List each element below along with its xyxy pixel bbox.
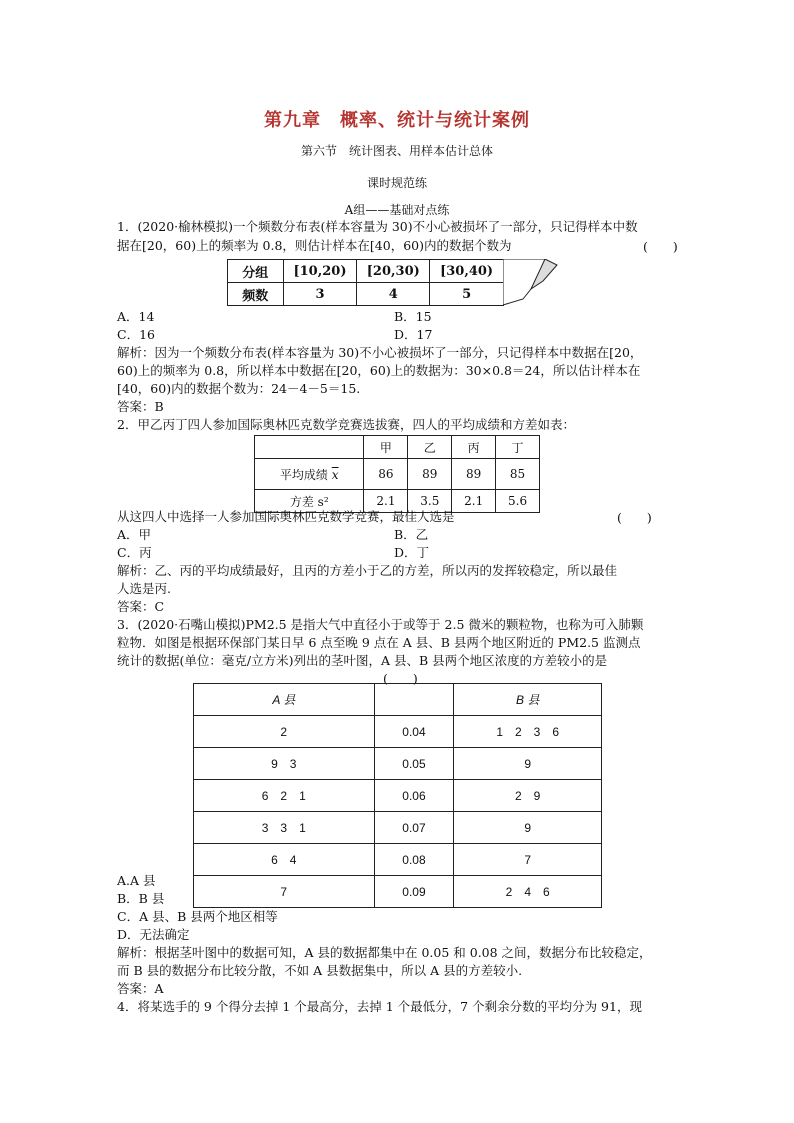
table-row bbox=[194, 748, 602, 780]
table-cell: 0.06 bbox=[374, 780, 454, 812]
table-cell: 2 4 6 bbox=[454, 876, 602, 908]
table-cell: 0.08 bbox=[374, 844, 454, 876]
table-cell: 89 bbox=[408, 459, 452, 490]
table-cell: 0.05 bbox=[374, 748, 454, 780]
q1-analysis-line-2: 60)上的频率为 0.8，所以样本中数据在[20，60)上的数据为：30×0.8＝24，所以估计样本在 bbox=[117, 363, 641, 378]
q1-answer: 答案：B bbox=[117, 399, 164, 414]
table-row bbox=[194, 684, 602, 716]
table-cell: [10,20) bbox=[283, 260, 357, 283]
q1-stem-line-1: 1．(2020·榆林模拟)一个频数分布表(样本容量为 30)不小心被损坏了一部分，只记得样本中数 bbox=[117, 219, 638, 234]
q3-analysis-line-1: 解析：根据茎叶图中的数据可知，A 县的数据都集中在 0.05 和 0.08 之间，数据分布比较稳定， bbox=[117, 945, 652, 960]
table-cell: 3 3 1 bbox=[194, 812, 375, 844]
table-cell: 0.04 bbox=[374, 716, 454, 748]
table-row bbox=[228, 283, 504, 306]
table-cell: 频数 bbox=[228, 283, 284, 306]
q3-option-b: B．B 县 bbox=[117, 891, 165, 906]
table-cell: 2.1 bbox=[364, 490, 408, 513]
q3-option-a: A.A 县 bbox=[117, 873, 156, 888]
table-cell: 2.1 bbox=[452, 490, 496, 513]
q2-stem-line-2: 从这四人中选择一人参加国际奥林匹克数学竞赛，最佳人选是 bbox=[117, 509, 455, 524]
table-row bbox=[194, 780, 602, 812]
table-cell: 9 bbox=[454, 812, 602, 844]
table-cell: 3 bbox=[283, 283, 357, 306]
table-cell: 0.09 bbox=[374, 876, 454, 908]
table-cell: 6 2 1 bbox=[194, 780, 375, 812]
table-cell: 甲 bbox=[364, 436, 408, 459]
q1-analysis-line-1: 解析：因为一个频数分布表(样本容量为 30)不小心被损坏了一部分，只记得样本中数据在[20， bbox=[117, 345, 643, 360]
table-cell: 分组 bbox=[228, 260, 284, 283]
table-cell: 丙 bbox=[452, 436, 496, 459]
table-cell bbox=[255, 436, 364, 459]
table-cell bbox=[374, 684, 454, 716]
q2-option-c: C．丙 bbox=[117, 545, 152, 560]
q3-stem-line-1: 3．(2020·石嘴山模拟)PM2.5 是指大气中直径小于或等于 2.5 微米的颗粒物，也称为可入肺颗 bbox=[117, 617, 644, 632]
table-cell: 4 bbox=[357, 283, 430, 306]
table-row bbox=[194, 812, 602, 844]
q1-answer-paren: ( ) bbox=[643, 239, 678, 254]
group-title: A组——基础对点练 bbox=[344, 203, 450, 217]
table-row bbox=[255, 459, 540, 490]
q2-analysis-line-1: 解析：乙、丙的平均成绩最好，且丙的方差小于乙的方差，所以丙的发挥较稳定，所以最佳 bbox=[117, 563, 618, 578]
chapter-title: 第九章 概率、统计与统计案例 bbox=[264, 110, 530, 131]
q1-option-b: B．15 bbox=[394, 309, 432, 324]
q3-analysis-line-2: 而 B 县的数据分布比较分散，不如 A 县数据集中，所以 A 县的方差较小. bbox=[117, 963, 523, 978]
section-title: 第六节 统计图表、用样本估计总体 bbox=[300, 144, 493, 158]
table-cell: 2 bbox=[194, 716, 375, 748]
table-cell: 0.07 bbox=[374, 812, 454, 844]
table-cell: [30,40) bbox=[430, 260, 504, 283]
table-cell: 9 bbox=[454, 748, 602, 780]
table-row bbox=[194, 844, 602, 876]
q3-stem-line-3: 统计的数据(单位：毫克/立方米)列出的茎叶图，A 县、B 县两个地区浓度的方差较小的是 bbox=[117, 653, 608, 668]
table-cell: 5.6 bbox=[496, 490, 540, 513]
table-cell: 9 3 bbox=[194, 748, 375, 780]
q1-stem-line-2: 据在[20，60)上的频率为 0.8，则估计样本在[40，60)内的数据个数为 bbox=[117, 238, 512, 253]
table-cell: 5 bbox=[430, 283, 504, 306]
q2-stem-line-1: 2．甲乙丙丁四人参加国际奥林匹克数学竞赛选拔赛，四人的平均成绩和方差如表： bbox=[117, 417, 575, 432]
table-cell: 86 bbox=[364, 459, 408, 490]
table-cell: 89 bbox=[452, 459, 496, 490]
lesson-title: 课时规范练 bbox=[366, 176, 427, 190]
table-cell: 3.5 bbox=[408, 490, 452, 513]
table-cell: 85 bbox=[496, 459, 540, 490]
q1-option-c: C．16 bbox=[117, 327, 155, 342]
table-cell: 7 bbox=[194, 876, 375, 908]
q3-answer-paren: ( ) bbox=[383, 671, 418, 686]
row-label: 平均成绩 bbox=[279, 467, 328, 482]
q3-stem-line-2: 粒物．如图是根据环保部门某日早 6 点至晚 9 点在 A 县、B 县两个地区附近的 PM2.5 监测点 bbox=[117, 635, 641, 650]
mean-symbol: $\overline{x}$ bbox=[331, 467, 339, 482]
q4-stem-line-1: 4．将某选手的 9 个得分去掉 1 个最高分，去掉 1 个最低分，7 个剩余分数的平均分为 91，现 bbox=[117, 999, 642, 1014]
table-row bbox=[194, 876, 602, 908]
q3-answer: 答案：A bbox=[117, 981, 164, 996]
q1-option-a: A．14 bbox=[117, 309, 155, 324]
q2-option-a: A．甲 bbox=[117, 527, 152, 542]
q3-stem-leaf-table bbox=[193, 683, 602, 908]
table-cell: 方差 s² bbox=[255, 490, 364, 513]
q1-option-d: D．17 bbox=[394, 327, 433, 342]
table-row bbox=[194, 716, 602, 748]
table-cell: 6 4 bbox=[194, 844, 375, 876]
table-cell: 乙 bbox=[408, 436, 452, 459]
q1-frequency-table bbox=[227, 259, 504, 306]
q2-answer: 答案：C bbox=[117, 599, 165, 614]
table-cell: 1 2 3 6 bbox=[454, 716, 602, 748]
table-cell bbox=[255, 459, 364, 490]
q3-option-c: C．A 县、B 县两个地区相等 bbox=[117, 909, 278, 924]
table-cell: 7 bbox=[454, 844, 602, 876]
table-cell: A 县 bbox=[194, 684, 375, 716]
table-cell: [20,30) bbox=[357, 260, 430, 283]
q2-option-d: D．丁 bbox=[394, 545, 430, 560]
q2-answer-paren: ( ) bbox=[617, 510, 652, 525]
table-row bbox=[255, 436, 540, 459]
q2-score-table bbox=[254, 435, 540, 513]
table-cell: B 县 bbox=[454, 684, 602, 716]
torn-corner-graphic bbox=[503, 259, 559, 307]
q2-option-b: B．乙 bbox=[394, 527, 429, 542]
q1-analysis-line-3: [40，60)内的数据个数为：24－4－5＝15. bbox=[117, 381, 361, 396]
table-cell: 丁 bbox=[496, 436, 540, 459]
q3-option-d: D．无法确定 bbox=[117, 927, 190, 942]
q2-analysis-line-2: 人选是丙. bbox=[117, 581, 171, 596]
table-row bbox=[228, 260, 504, 283]
table-cell: 2 9 bbox=[454, 780, 602, 812]
